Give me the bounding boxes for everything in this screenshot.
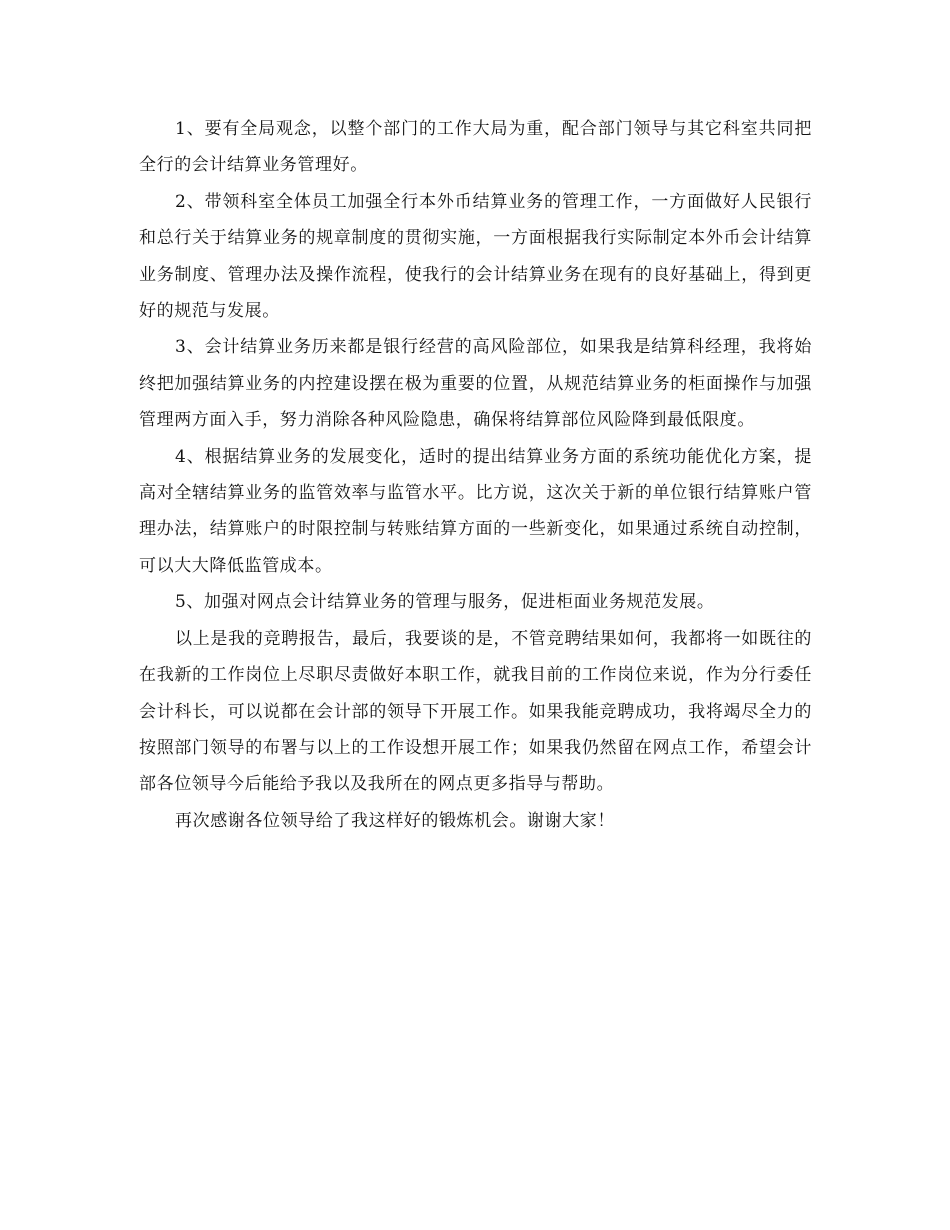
paragraph-thanks: 再次感谢各位领导给了我这样好的锻炼机会。谢谢大家！	[175, 810, 615, 831]
paragraph-3: 3、会计结算业务历来都是银行经营的高风险部位，如果我是结算科经理，我将始终把加强结算业务的内控建设摆在极为重要的位置，从规范结算业务的柜面操作与加强管理两方面入手，努力消除各种风险隐患，确保将结算部位风险降到最低限度。	[139, 337, 812, 431]
paragraph-2: 2、带领科室全体员工加强全行本外币结算业务的管理工作，一方面做好人民银行和总行关于结算业务的规章制度的贯彻实施，一方面根据我行实际制定本外币会计结算业务制度、管理办法及操作流程，使我行的会计结算业务在现有的良好基础上，得到更好的规范与发展。	[139, 191, 812, 322]
paragraph-5: 5、加强对网点会计结算业务的管理与服务，促进柜面业务规范发展。	[175, 592, 715, 613]
paragraph-4: 4、根据结算业务的发展变化，适时的提出结算业务方面的系统功能优化方案，提高对全辖结算业务的监管效率与监管水平。比方说，这次关于新的单位银行结算账户管理办法，结算账户的时限控制与转账结算方面的一些新变化，如果通过系统自动控制，可以大大降低监管成本。	[139, 446, 812, 576]
document-body	[139, 111, 812, 839]
paragraph-closing: 以上是我的竞聘报告，最后，我要谈的是，不管竞聘结果如何，我都将一如既往的在我新的工作岗位上尽职尽责做好本职工作，就我目前的工作岗位来说，作为分行委任会计科长，可以说都在会计部的领导下开展工作。如果我能竞聘成功，我将竭尽全力的按照部门领导的布署与以上的工作设想开展工作；如果我仍然留在网点工作，希望会计部各位领导今后能给予我以及我所在的网点更多指导与帮助。	[139, 628, 812, 795]
paragraph-1: 1、要有全局观念，以整个部门的工作大局为重，配合部门领导与其它科室共同把全行的会计结算业务管理好。	[139, 119, 812, 176]
